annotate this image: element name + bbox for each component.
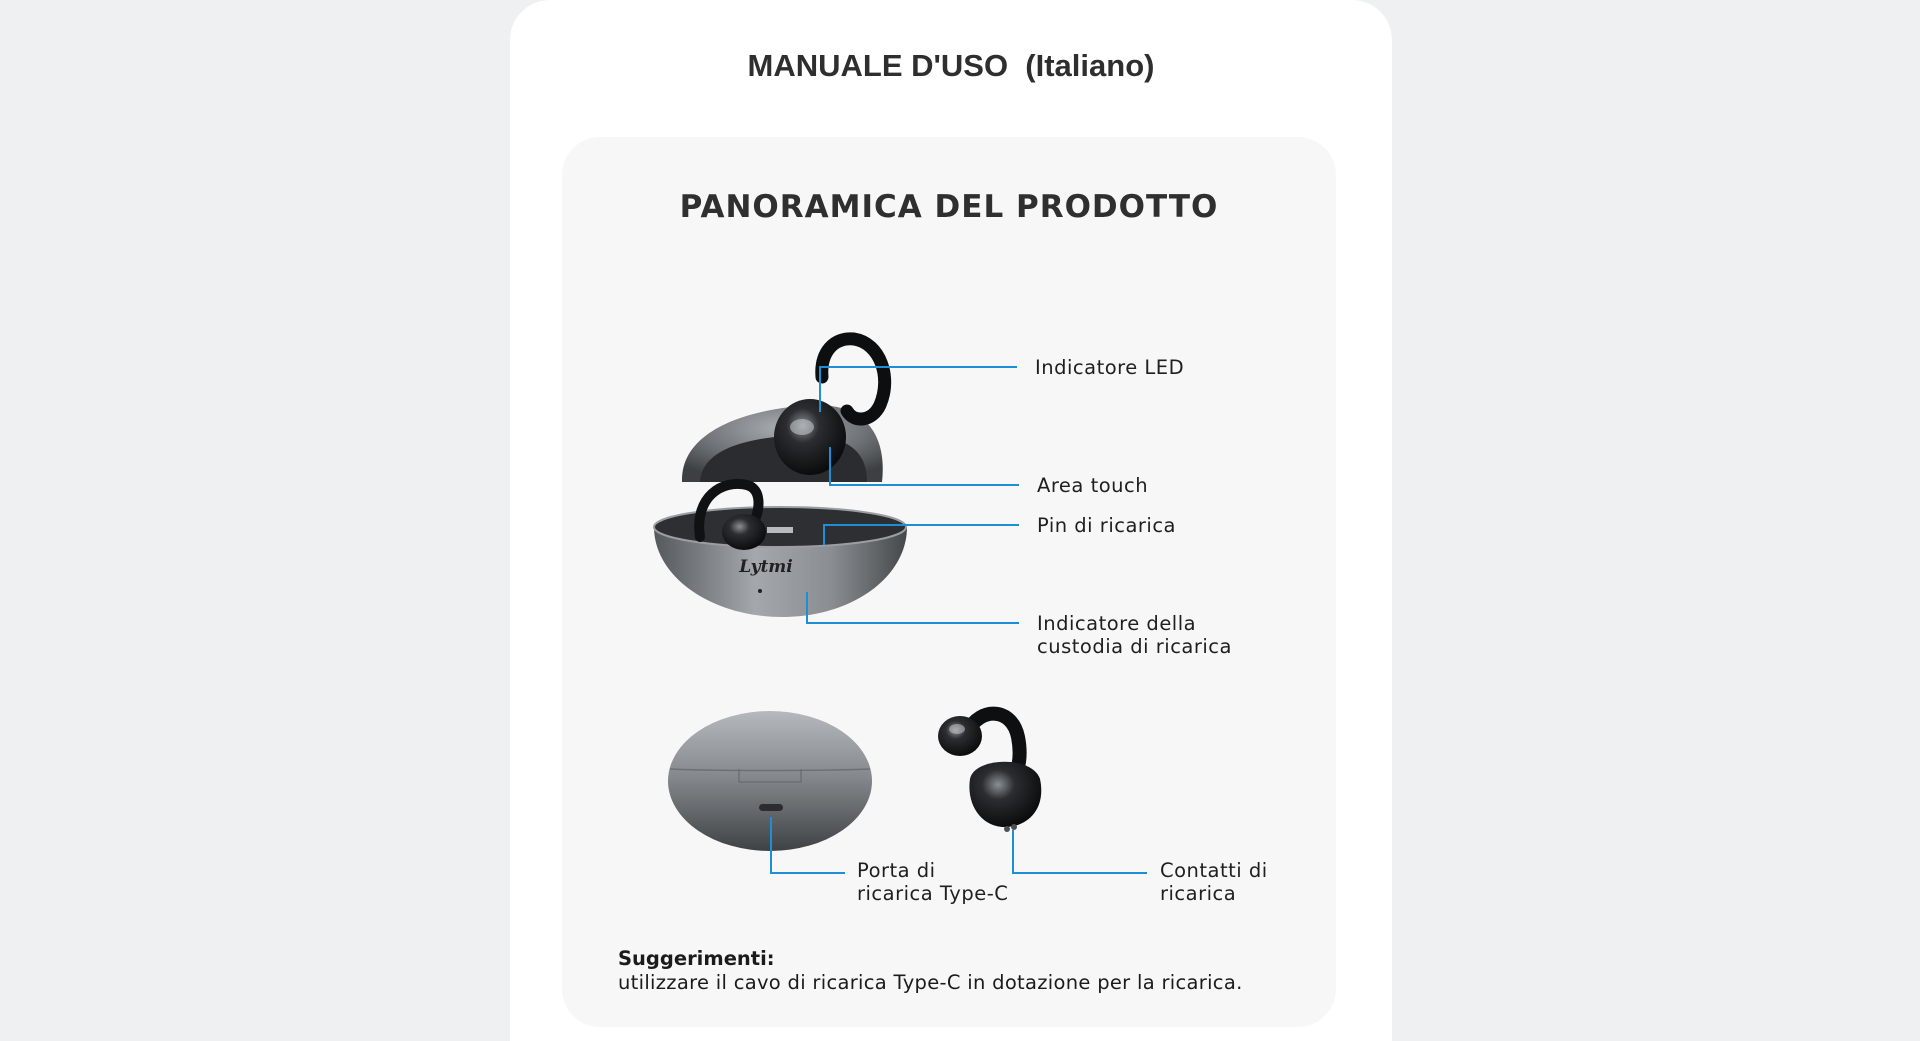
charging-pins-label: Pin di ricarica	[1037, 514, 1177, 537]
open-charging-case-image	[654, 339, 907, 617]
brand-logo: Lytmi	[739, 557, 793, 577]
case-indicator-label: Indicatore della custodia di ricarica	[1037, 612, 1232, 658]
overview-title: PANORAMICA DEL PRODOTTO	[679, 189, 1219, 225]
single-earbud-image	[938, 714, 1041, 832]
led-label: Indicatore LED	[1035, 356, 1185, 379]
tips-heading: Suggerimenti:	[618, 947, 775, 970]
touch-area-label: Area touch	[1037, 474, 1149, 497]
manual-title: MANUALE D'USO (Italiano)	[747, 48, 1155, 83]
manual-sheet	[510, 0, 1392, 1041]
tips-text: utilizzare il cavo di ricarica Type-C in dotazione per la ricarica.	[618, 971, 1243, 994]
contacts-callout-line	[1013, 830, 1147, 873]
type-c-port-label: Porta di ricarica Type-C	[857, 859, 1009, 905]
product-overview-panel	[562, 137, 1336, 1027]
charging-contacts-label: Contatti di ricarica	[1160, 859, 1268, 905]
tips-section	[618, 947, 1318, 995]
